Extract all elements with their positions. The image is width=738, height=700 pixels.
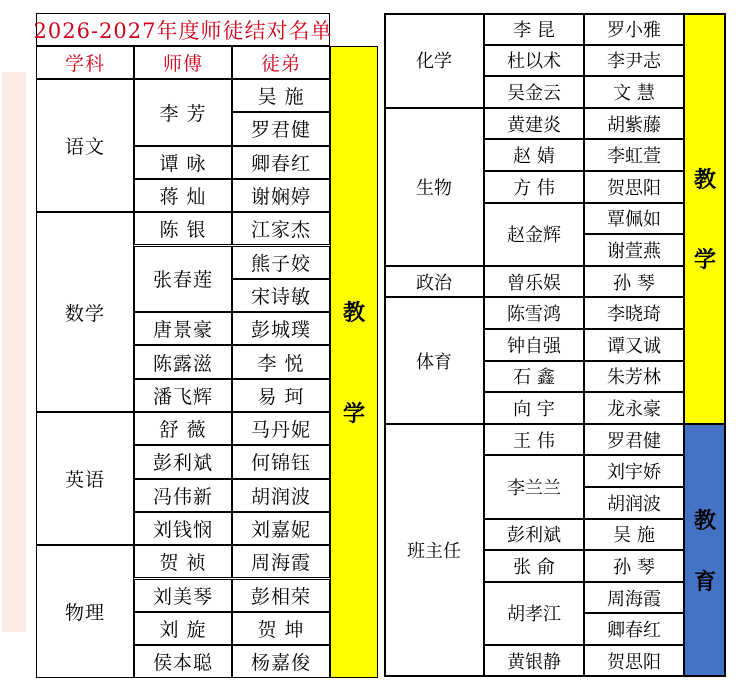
apprentice-cell: 杨嘉俊 — [232, 645, 330, 678]
apprentice-cell: 周海霞 — [584, 582, 684, 614]
mentor-cell: 彭利斌 — [484, 519, 584, 551]
apprentice-cell: 彭相荣 — [232, 579, 330, 612]
label-char: 学 — [693, 247, 716, 274]
apprentice-cell: 孙 琴 — [584, 266, 684, 298]
apprentice-cell: 宋诗敏 — [232, 279, 330, 312]
mentor-cell: 李兰兰 — [484, 455, 584, 518]
subject-cell: 化学 — [384, 13, 484, 108]
apprentice-cell: 熊子姣 — [232, 246, 330, 279]
apprentice-cell: 卿春红 — [584, 613, 684, 645]
subject-cell: 物理 — [36, 545, 134, 678]
mentor-cell: 陈露滋 — [134, 345, 232, 378]
subject-cell: 英语 — [36, 412, 134, 545]
right-table — [384, 13, 730, 687]
left-table — [33, 13, 378, 683]
apprentice-cell: 胡紫藤 — [584, 108, 684, 140]
apprentice-cell: 贺 坤 — [232, 612, 330, 645]
mentor-cell: 黄银静 — [484, 645, 584, 677]
mentor-cell: 曾乐娱 — [484, 266, 584, 298]
mentor-cell: 钟自强 — [484, 329, 584, 361]
side-decoration — [2, 72, 26, 632]
mentor-cell: 陈 银 — [134, 212, 232, 245]
subject-cell: 数学 — [36, 212, 134, 412]
apprentice-cell: 易 珂 — [232, 379, 330, 412]
mentor-cell: 张春莲 — [134, 246, 232, 313]
apprentice-cell: 罗君健 — [232, 112, 330, 145]
mentor-cell: 冯伟新 — [134, 479, 232, 512]
apprentice-cell: 江家杰 — [232, 212, 330, 245]
apprentice-cell: 吴 施 — [584, 519, 684, 551]
apprentice-cell: 卿春红 — [232, 146, 330, 179]
apprentice-cell: 罗小雅 — [584, 13, 684, 45]
mentor-cell: 李 昆 — [484, 13, 584, 45]
mentor-cell: 张 俞 — [484, 550, 584, 582]
mentor-cell: 潘飞辉 — [134, 379, 232, 412]
mentor-cell: 刘钱悯 — [134, 512, 232, 545]
apprentice-cell: 李虹萱 — [584, 139, 684, 171]
apprentice-cell: 周海霞 — [232, 545, 330, 578]
label-char: 教 — [693, 166, 716, 193]
label-char: 育 — [693, 569, 716, 596]
apprentice-cell: 彭城璞 — [232, 312, 330, 345]
apprentice-cell: 贺思阳 — [584, 645, 684, 677]
label-char: 教 — [693, 508, 716, 535]
subject-cell: 政治 — [384, 266, 484, 298]
apprentice-cell: 刘嘉妮 — [232, 512, 330, 545]
mentor-cell: 李 芳 — [134, 79, 232, 146]
apprentice-cell: 谢萱燕 — [584, 234, 684, 266]
apprentice-cell: 胡润波 — [232, 479, 330, 512]
apprentice-cell: 马丹妮 — [232, 412, 330, 445]
mentor-cell: 侯本聪 — [134, 645, 232, 678]
label-char: 学 — [342, 401, 365, 428]
category-label-teaching — [684, 13, 726, 424]
subject-cell: 生物 — [384, 108, 484, 266]
apprentice-cell: 朱芳林 — [584, 361, 684, 393]
header-subject: 学科 — [36, 46, 134, 79]
mentor-cell: 王 伟 — [484, 424, 584, 456]
apprentice-cell: 谢娴婷 — [232, 179, 330, 212]
subject-cell: 班主任 — [384, 424, 484, 677]
category-label-education — [684, 424, 726, 677]
apprentice-cell: 刘宇娇 — [584, 455, 684, 487]
label-char: 教 — [342, 300, 365, 327]
mentor-cell: 胡孝江 — [484, 582, 584, 645]
document-title: 2026-2027年度师徒结对名单 — [36, 13, 330, 46]
apprentice-cell: 李 悦 — [232, 345, 330, 378]
header-apprentice: 徒弟 — [232, 46, 330, 79]
category-label-teaching — [330, 46, 378, 678]
mentor-cell: 向 宇 — [484, 392, 584, 424]
mentor-cell: 杜以术 — [484, 45, 584, 77]
mentor-cell: 石 鑫 — [484, 361, 584, 393]
apprentice-cell: 何锦钰 — [232, 445, 330, 478]
mentor-cell: 黄建炎 — [484, 108, 584, 140]
subject-cell: 语文 — [36, 79, 134, 212]
mentor-cell: 刘美琴 — [134, 579, 232, 612]
apprentice-cell: 李晓琦 — [584, 297, 684, 329]
mentor-cell: 吴金云 — [484, 76, 584, 108]
apprentice-cell: 孙 琴 — [584, 550, 684, 582]
apprentice-cell: 龙永豪 — [584, 392, 684, 424]
apprentice-cell: 吴 施 — [232, 79, 330, 112]
mentor-cell: 陈雪鸿 — [484, 297, 584, 329]
apprentice-cell: 谭又诚 — [584, 329, 684, 361]
header-mentor: 师傅 — [134, 46, 232, 79]
subject-cell: 体育 — [384, 297, 484, 423]
mentor-cell: 赵金辉 — [484, 203, 584, 266]
mentor-cell: 贺 祯 — [134, 545, 232, 578]
apprentice-cell: 贺思阳 — [584, 171, 684, 203]
mentor-cell: 舒 薇 — [134, 412, 232, 445]
mentor-cell: 方 伟 — [484, 171, 584, 203]
mentor-cell: 刘 旋 — [134, 612, 232, 645]
mentor-cell: 赵 婧 — [484, 139, 584, 171]
apprentice-cell: 覃佩如 — [584, 203, 684, 235]
apprentice-cell: 李尹志 — [584, 45, 684, 77]
apprentice-cell: 文 慧 — [584, 76, 684, 108]
mentor-cell: 彭利斌 — [134, 445, 232, 478]
mentor-cell: 谭 咏 — [134, 146, 232, 179]
mentor-cell: 唐景豪 — [134, 312, 232, 345]
mentor-cell: 蒋 灿 — [134, 179, 232, 212]
apprentice-cell: 罗君健 — [584, 424, 684, 456]
apprentice-cell: 胡润波 — [584, 487, 684, 519]
